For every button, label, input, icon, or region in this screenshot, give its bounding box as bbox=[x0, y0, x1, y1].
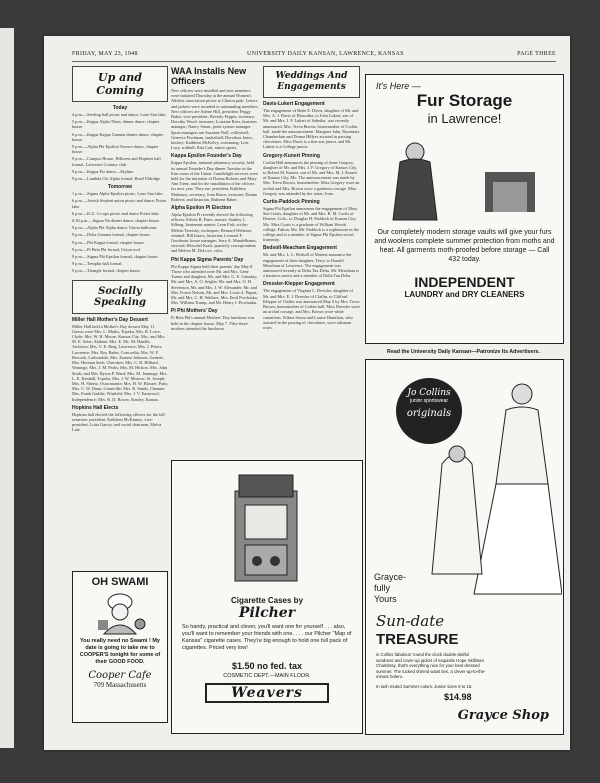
waa-headline: WAA Installs New Officers bbox=[171, 66, 247, 86]
list-item: 1 p.m.—Sigma Alpha Epsilon picnic, Lone Star lake. bbox=[72, 191, 164, 197]
badge-brand: Jo Collins bbox=[407, 388, 451, 398]
fur-coat-illustration-icon bbox=[375, 132, 555, 222]
list-item: 9 p.m.—Sigma Phi Epsilon formal, chapter house. bbox=[72, 254, 159, 260]
today-list bbox=[72, 112, 168, 181]
ad-price: $14.98 bbox=[444, 692, 472, 702]
cigarette-case-icon bbox=[217, 469, 317, 594]
story-headline: Davis-Lukert Engagement bbox=[263, 101, 325, 107]
tomorrow-list bbox=[72, 191, 168, 273]
side-line: Grayce- bbox=[374, 572, 407, 582]
ad-title: OH SWAMI bbox=[91, 576, 149, 588]
ad-body: You really need no Swami ! My date is going to take me to COOPER'S tonight for some of their GOOD FOOD. bbox=[79, 638, 161, 665]
newspaper-page bbox=[44, 36, 570, 750]
story-headline: Phi Kappa Sigma Parents' Day bbox=[171, 256, 244, 263]
story-body: Miller Hall held a Mother's Day dessert May 11. Guests were Mrs. L. Marks, Topeka; Mrs. R. Lowe, Clyde; Mrs. W. H. Moore, Kansas City, Mo.; and Mrs. M. E. Soler, Abilene; Mrs. E. Mc. M. Handle, Atchison; Mrs. V. E. Berg, Lawrence; Mrs. J. Peters, Lawrence; Mrs. Roy Rader, Concordia; Mrs. W. F. Berczek, Carbondale; Mrs. Earnest Johnson, Garnett; Mrs. Herman Seeb, Cherokee; Mrs. C. B. Hilliard, Wamego; Mrs. J. M. Parks; Mrs. M. Hickox; Mrs. John Stork; and Mrs. Byron P. Ward; Mrs. M. Jennings; Mrs. L. E. Kendall, Topeka; Mrs. J. W. Morrow, St. Joseph; Mrs. H. Sheetz, Osawatomie; Mrs. H. W. Blosser, Pratt; Mrs. C. W. Dunn, Grantville; Mrs. R. Smith, Chanute; Mrs. Frank Gaddie, Winfield; Mrs. J. V. Eastwood, Independence; Mrs. R. D. Bower, Stanley, Kansas. bbox=[72, 323, 168, 402]
list-item: 9 p.m.—Alpha Phi Alpha dance, Union ballroom. bbox=[72, 225, 158, 231]
story-headline: Alpha Epsilon Pi Election bbox=[171, 205, 232, 212]
list-item: 9 p.m.—Templin hall formal. bbox=[72, 261, 123, 267]
story-body: New officers were installed and new members were initiated Thursday at the annual Women's Athletic association picnic at Clinton park. Letters and jackets were awarded to outstanding members. New officers are Arlene Hill, president; Peggy Baker, vice-president; Beverly Pepper, secretary; Dorothy Wood, treasurer; Lorraine Rees, business manager; Nancy Smart, point system manager. Sport managers are Suzanne Noll, volleyball; Genevra Fischman, basketball; Dorothea Jones, hockey; Kathleen McKelvy, swimming; Lois Lucy, softball; Rita Carl, minor sports. bbox=[171, 88, 259, 151]
list-item: 5 p.m.—Kappa Alpha Theta, dinner dance, chapter house. bbox=[72, 119, 160, 130]
cafe-address: 709 Massachusetts bbox=[93, 681, 147, 689]
list-item: 6 p.m.—K.U. Co-ops picnic and dance Potter lake. bbox=[72, 210, 160, 216]
ad-title: Fur Storage bbox=[416, 91, 513, 110]
script-heading: Sun-date bbox=[376, 612, 445, 630]
ad-body: So handy, practical and clever, you'll want one for yourself . . . also, you'll want to remember your friends with one. . . . our Pilcher "Map of Kansas" cigarette cases. They're big enough to hold one full pack of cigarettes. Priced very low! bbox=[182, 624, 352, 651]
side-line: fully bbox=[374, 583, 391, 593]
header-page: PAGE THREE bbox=[517, 51, 556, 57]
brand-name: Pilcher bbox=[238, 605, 296, 621]
story-headline: Miller Hall Mother's Day Dessert bbox=[72, 316, 148, 323]
swami-illustration-icon bbox=[90, 590, 150, 636]
list-item: 9 p.m.—Lambda Chi Alpha formal, Hotel Eldridge. bbox=[72, 176, 162, 182]
graceful-yours-text bbox=[374, 572, 406, 605]
badge-originals: originals bbox=[406, 408, 452, 419]
header-date: FRIDAY, MAY 23, 1948 bbox=[72, 51, 138, 57]
cooper-cafe-ad bbox=[72, 571, 168, 723]
story-body: The engagement of Virginia L. Dressler, daughter of Mr. and Mrs. E. J. Dressler of Claflin, to Clifford Klepper of Claflin was announced May 6 by Mrs. Treva Brown, housemother of Corbin hall. Miss Dressler wore an orchid corsage, and Mrs. Brown wore white carnations. Wilma Storm and Louise Hamilton, who assisted in the passing of chocolates, wore talisman roses. bbox=[263, 288, 360, 330]
list-item: 9 p.m.—Pi Beta Phi formal, Union roof. bbox=[72, 246, 142, 252]
story-headline: Gregory-Kunert Pinning bbox=[263, 152, 320, 159]
story-headline: Dressler-Klepper Engagement bbox=[263, 281, 335, 288]
dress-illustration-icon bbox=[422, 374, 562, 604]
story-headline: Kappa Epsilon Founder's Day bbox=[171, 153, 242, 160]
list-item: 6 p.m.—Kappa Kappa Gamma dinner dance, chapter house. bbox=[72, 131, 164, 142]
treasure-heading: TREASURE bbox=[376, 631, 459, 648]
list-item: 9 p.m.—Triangle formal, chapter house. bbox=[72, 268, 142, 274]
badge-sub: junior sportswear bbox=[409, 398, 449, 404]
up-and-coming-heading: Up and Coming bbox=[72, 66, 168, 102]
size-line: In lush muted Summer colors. Junior sizes 9 to 15. bbox=[376, 684, 473, 689]
story-body: Pi Beta Phi's annual Mothers' Day luncheon was held in the chapter house, May 7. Fifty-three mothers attended the luncheon. bbox=[171, 315, 255, 331]
grayce-shop-ad bbox=[365, 359, 564, 735]
store-logo: Weavers bbox=[205, 683, 329, 703]
story-headline: Bedsoll-Meacham Engagement bbox=[263, 245, 337, 252]
list-item: 9 p.m.—Campus House, Hillcrest and Hopkins hall formal, Lawrence Country club. bbox=[72, 156, 161, 167]
list-item: 6 p.m.—Jewish Student union picnic and dance, Potter lake. bbox=[72, 198, 167, 209]
page-header bbox=[72, 51, 556, 62]
ad-body: Our completely modern storage vaults will give your furs and woolens complete summer protection from moths and heat. All garments moth-proofed before storage — Call 432 today. bbox=[374, 229, 555, 263]
column-3 bbox=[263, 66, 360, 330]
story-body: Mr. and Mrs. L. L. Bedsoll of Marion announce the engagement of their daughter, Terry, to Donald Meacham of Lawrence. The engagement was announced recently at Delta Tau Delta. Mr. Meacham is a business senior and a member of Delta Tau Delta. bbox=[263, 252, 360, 279]
column-2 bbox=[171, 66, 259, 331]
ad-kicker: It's Here — bbox=[376, 81, 421, 91]
weavers-ad bbox=[171, 460, 363, 734]
dept-line: COSMETIC DEPT.—MAIN FLOOR. bbox=[223, 673, 311, 679]
list-item: 9 p.m.—Kappa Psi dance—Skyline. bbox=[72, 168, 135, 174]
list-item: 4 p.m.—Sterling hall picnic and dance, Lone Star lake. bbox=[72, 112, 167, 117]
fur-storage-ad bbox=[365, 74, 564, 344]
story-body: Alpha Epsilon Pi recently elected the following officers: Edwin B. Pates, master; Stanley L. Silberg, lieutenant master; Leon Fish, scribe; Melvin Teretsky, exchequer; Bernard Weltzner, sentinel; Bill Isaacs, historian; Leonard F. Goodman, house manager; Jerry A. Mandelbaum, steward; Herschel Kraft, quarterly correspondent; and Melvin M. DeLove, critic. bbox=[171, 212, 257, 254]
socially-speaking-heading: Socially Speaking bbox=[72, 280, 168, 314]
company-name: INDEPENDENT bbox=[414, 274, 515, 290]
weddings-heading: Weddings And Engagements bbox=[263, 66, 360, 98]
cafe-name: Cooper Cafe bbox=[88, 670, 152, 681]
story-headline: Curtis-Paddock Pinning bbox=[263, 199, 320, 206]
tomorrow-label: Tomorrow bbox=[107, 184, 133, 191]
story-body: Corbin Hall announces the pinning of Janet Gregory, daughter of Mr. and Mrs. J. F. Gregory of Kansas City, to Robert M. Kunert, son of Mr. and Mrs. M. J. Kunert of Kansas City, Mo. The announcement was made by Mrs. Treva Brown, housemother. Miss Gregory wore an orchid and Mrs. Brown wore a gardenia corsage. Miss Gregory was attended by her sister, Joan. bbox=[263, 159, 360, 196]
story-body: Phi Kappa Sigma held their parents' day May 8. Those who attended were Mr. and Mrs. Gene Turner and daughter, Mr. and Mrs. G. E. Canaday, Mr. and Mrs. A. O. Seigler, Mr. and Mrs. O. H. Stevenson, Mr. and Mrs. J. W. Alexander, Mr. and Mrs. Forest Nelson, Mr. and Mrs. Louis A. Piquet, Mr. and Mrs. C. H. Wallace, Mrs. Emil Prochaska, Mrs. William Trump, and Mr. Henry J. Prochaska. bbox=[171, 263, 258, 306]
story-body: Kappa Epsilon, national pharmacy sorority, held its annual Founder's Day dinner Tuesday in the East room of the Union. Candlelight services were held for the initiation of Donna Roberts and Mary Ann Trent, and for the installation of the officers for next year. They are: president, Kathleen Mahoney; secretary, Joan Bruce; treasurer, Donna Roberts; and historian, Ruthene Baker. bbox=[171, 160, 258, 202]
advertiser-notice: Read the University Daily Kansan—Patronize Its Advertisers. bbox=[387, 349, 540, 355]
side-line: Yours bbox=[374, 594, 397, 604]
story-body: Hopkins hall elected the following officers for the fall semester: president, Kathleen McKinney; vice-president, Lotta Garcia; and social chairman, Melva Lutz. bbox=[72, 411, 165, 433]
list-item: 9 p.m.—Alpha Phi Epsilon Terrace dance, chapter house. bbox=[72, 144, 159, 155]
today-label: Today bbox=[112, 105, 128, 111]
store-logo: Grayce Shop bbox=[457, 708, 549, 723]
list-item: 9 p.m.—Phi Kappa formal, chapter house. bbox=[72, 239, 145, 245]
ad-price: $1.50 no fed. tax bbox=[231, 661, 303, 671]
previous-page-edge bbox=[0, 28, 14, 748]
header-paper: UNIVERSITY DAILY KANSAN, LAWRENCE, KANSAS bbox=[247, 51, 404, 57]
story-body: The engagement of Bette E. Davis, daughter of Mr. and Mrs. A. J. Davis of Hiawatha, to John Lukert, son of Mr. and Mrs. J. F. Lukert of Sabetha, was recently announced. Mrs. Treva Brown, housemother of Corbin hall, made the announcement. Margaret Jahn, Rosemary Chamberlain and Donna Hillyer assisted in passing chocolates. Miss Davis is a fine arts junior, and Mr. Lukert is a College junior. bbox=[263, 108, 360, 150]
list-item: 6:30 p.m.—Sigma Nu dinner dance, chapter house. bbox=[72, 218, 161, 224]
list-item: 9 p.m.—Delta Gamma formal, chapter house. bbox=[72, 232, 151, 238]
ad-body: in Collins fabulous 'round the clock double-dutiful sundress and cover-up jacket of exquisite Hope Skillman Chambray, that's everything nice for your best dressed summer. The tucked shirred waist ties, a clever-up-to-the-minute bolero. bbox=[376, 652, 486, 679]
story-headline: Pi Phi Mothers' Day bbox=[171, 308, 218, 315]
story-body: Sigma Phi Epsilon announces the engagement of Mary Sue Curtis, daughter of Mr. and Mrs. B. M. Curtis of Denver, Colo., to Douglas H. Paddock of Kansas City, Mo. Miss Curtis is a graduate of William Woods college, Fulton, Mo. Mr. Paddock is a sophomore in the college and is a member of Sigma Phi Epsilon social fraternity. bbox=[263, 206, 359, 243]
story-headline: Hopkins Hall Elects bbox=[72, 404, 119, 411]
ad-subtitle: in Lawrence! bbox=[427, 111, 502, 126]
column-1 bbox=[72, 66, 168, 433]
ad-title: Cigarette Cases by bbox=[230, 596, 304, 605]
company-sub: LAUNDRY and DRY CLEANERS bbox=[404, 290, 525, 299]
